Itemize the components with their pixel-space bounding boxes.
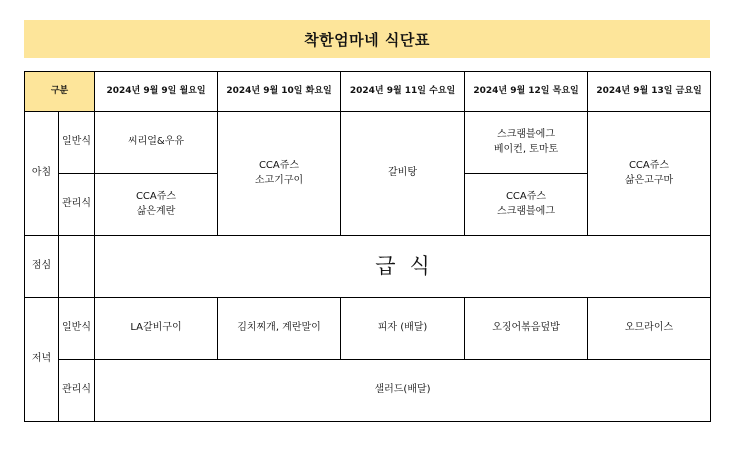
meal-label-breakfast: 아침 [25,112,59,236]
breakfast-fri [588,112,711,236]
header-day-fri: 2024년 9월 13일 금요일 [588,72,711,112]
header-row [25,72,711,112]
dinner-tue: 김치찌개, 계란말이 [218,298,341,360]
breakfast-mon-managed-line-2: 삶은계란 [136,205,176,217]
page-title: 착한엄마네 식단표 [24,20,710,58]
dinner-managed-row [25,360,711,422]
meal-label-lunch: 점심 [25,236,59,298]
type-label-regular: 일반식 [59,112,95,174]
breakfast-thu-managed-line-2: 스크램블에그 [497,205,555,217]
breakfast-fri-line-2: 삶은고구마 [624,174,674,186]
lunch-row [25,236,711,298]
lunch-text: 급식 [375,254,444,279]
header-gubun: 구분 [25,72,95,112]
breakfast-tue-line-2: 소고기구이 [254,174,304,186]
meal-label-dinner: 저녁 [25,298,59,422]
meal-plan-table [24,71,711,422]
breakfast-fri-line-1: CCA쥬스 [628,160,670,171]
header-day-tue: 2024년 9월 10일 화요일 [218,72,341,112]
breakfast-mon-managed [95,174,218,236]
type-label-regular-dinner: 일반식 [59,298,95,360]
breakfast-mon-managed-line-1: CCA쥬스 [135,191,177,202]
dinner-regular-row [25,298,711,360]
lunch-cell [95,236,711,298]
breakfast-tue [218,112,341,236]
header-day-mon: 2024년 9월 9일 월요일 [95,72,218,112]
dinner-wed: 피자 (배달) [341,298,465,360]
dinner-fri: 오므라이스 [588,298,711,360]
breakfast-thu-regular-line-1: 스크램블에그 [497,129,555,140]
type-label-managed-dinner: 관리식 [59,360,95,422]
breakfast-thu-regular [465,112,588,174]
breakfast-thu-managed-line-1: CCA쥬스 [505,191,547,202]
breakfast-regular-row [25,112,711,174]
lunch-type-empty [59,236,95,298]
header-day-thu: 2024년 9월 12일 목요일 [465,72,588,112]
breakfast-thu-regular-line-2: 베이컨, 토마토 [493,143,559,155]
dinner-mon: LA갈비구이 [95,298,218,360]
header-day-wed: 2024년 9월 11일 수요일 [341,72,465,112]
breakfast-wed: 갈비탕 [341,112,465,236]
breakfast-tue-line-1: CCA쥬스 [258,160,300,171]
breakfast-mon-regular: 씨리얼&우유 [95,112,218,174]
type-label-managed: 관리식 [59,174,95,236]
dinner-thu: 오징어볶음덮밥 [465,298,588,360]
breakfast-thu-managed [465,174,588,236]
dinner-managed: 샐러드(배달) [95,360,711,422]
